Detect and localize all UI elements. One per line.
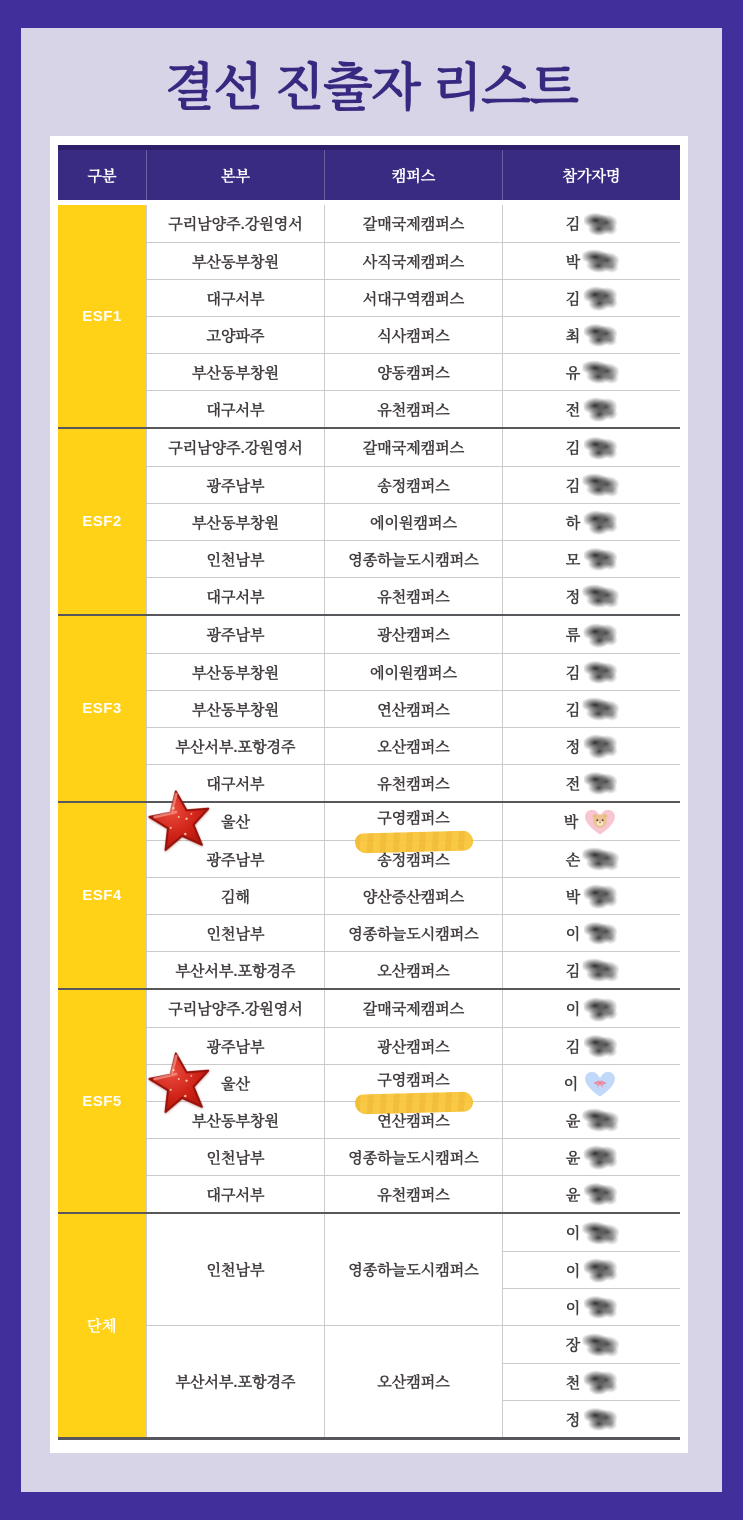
table-row (147, 353, 680, 390)
campus-cell: 유천캠퍼스 (325, 391, 503, 427)
table-row (147, 951, 680, 988)
campus-cell: 유천캠퍼스 (325, 765, 503, 801)
merged-subgroup (147, 1214, 680, 1325)
hq-cell: 구리남양주.강원영서 (147, 205, 325, 242)
hq-cell: 광주남부 (147, 841, 325, 877)
campus-cell: 광산캠퍼스 (325, 1028, 503, 1064)
table-row (147, 690, 680, 727)
table-header-row (58, 145, 680, 200)
name-cell (503, 317, 680, 353)
campus-cell: 갈매국제캠퍼스 (325, 205, 503, 242)
redaction-scribble (581, 957, 620, 984)
campus-cell: 오산캠퍼스 (325, 952, 503, 988)
participant-name-initial: 김 (565, 1038, 581, 1056)
name-cell (503, 429, 680, 466)
hq-cell: 인천남부 (147, 915, 325, 951)
star-sticker-icon (142, 1045, 219, 1122)
name-cell (503, 1251, 680, 1288)
redaction-scribble (581, 1331, 620, 1358)
hq-cell: 부산동부창원 (147, 354, 325, 390)
redaction-scribble (583, 620, 619, 649)
name-list (503, 1214, 680, 1325)
name-cell (503, 1139, 680, 1175)
name-cell (503, 578, 680, 614)
hq-cell: 부산동부창원 (147, 504, 325, 540)
table-row (147, 577, 680, 614)
hq-cell: 부산서부.포항경주 (147, 1326, 325, 1437)
name-cell (503, 280, 680, 316)
group-label: ESF3 (58, 616, 147, 801)
campus-cell: 에이원캠퍼스 (325, 654, 503, 690)
hq-cell: 울산 (147, 1065, 325, 1101)
hq-cell: 대구서부 (147, 1176, 325, 1212)
name-cell (503, 878, 680, 914)
participant-name-initial: 윤 (565, 1186, 581, 1204)
campus-cell: 유천캠퍼스 (325, 1176, 503, 1212)
group-rows (147, 803, 680, 988)
heart-sticker-bear-icon (581, 806, 619, 837)
participant-name-initial: 이 (565, 1262, 581, 1280)
redaction-scribble (584, 1407, 617, 1431)
column-header-1: 본부 (147, 150, 325, 200)
table-row (147, 990, 680, 1027)
campus-cell: 연산캠퍼스 (325, 691, 503, 727)
campus-cell: 광산캠퍼스 (325, 616, 503, 653)
table-row (147, 540, 680, 577)
group-rows (147, 205, 680, 427)
column-header-3: 참가자명 (562, 167, 621, 185)
name-cell (503, 541, 680, 577)
participant-name-initial: 이 (565, 1299, 581, 1317)
name-cell (503, 1176, 680, 1212)
table-row (147, 205, 680, 242)
participant-name-initial: 박 (565, 888, 581, 906)
name-cell (503, 1400, 680, 1437)
redaction-scribble (584, 436, 617, 460)
participant-name-initial: 김 (565, 216, 581, 233)
campus-cell: 갈매국제캠퍼스 (325, 990, 503, 1027)
participant-name-initial: 이 (563, 1075, 579, 1093)
highlight-scribble-icon (354, 1091, 472, 1114)
name-cell (503, 728, 680, 764)
name-cell (503, 765, 680, 801)
redaction-scribble (584, 547, 617, 571)
name-cell (503, 243, 680, 279)
table-row (147, 1027, 680, 1064)
group-rows (147, 990, 680, 1212)
participant-name-initial: 박 (565, 253, 581, 271)
campus-cell: 송정캠퍼스 (325, 841, 503, 877)
column-header-2: 캠퍼스 (325, 150, 503, 200)
group-단체 (58, 1212, 680, 1437)
group-ESF3 (58, 614, 680, 801)
finalists-table (50, 136, 688, 1453)
participant-name-initial: 김 (565, 664, 581, 682)
participant-name-initial: 천 (565, 1374, 581, 1392)
participant-name-initial: 이 (565, 1001, 581, 1018)
campus-cell: 영종하늘도시캠퍼스 (325, 915, 503, 951)
hq-cell: 부산동부창원 (147, 654, 325, 690)
redaction-scribble (584, 1182, 617, 1206)
participant-name-initial: 모 (565, 551, 581, 569)
table-row (147, 1064, 680, 1101)
redaction-scribble (583, 394, 619, 423)
participant-name-initial: 윤 (565, 1112, 581, 1130)
redaction-scribble (583, 731, 619, 760)
campus-cell: 오산캠퍼스 (325, 1326, 503, 1437)
redaction-scribble (584, 1034, 617, 1058)
heart-sticker-bow-icon (581, 1068, 619, 1099)
campus-cell: 영종하늘도시캠퍼스 (325, 1139, 503, 1175)
redaction-scribble (583, 283, 619, 312)
participant-name-initial: 김 (565, 962, 581, 980)
name-cell (503, 654, 680, 690)
group-ESF4 (58, 801, 680, 988)
name-cell (503, 952, 680, 988)
participant-name-initial: 하 (565, 514, 581, 532)
hq-cell: 구리남양주.강원영서 (147, 990, 325, 1027)
participant-name-initial: 최 (565, 327, 581, 345)
participant-name-initial: 박 (563, 814, 579, 831)
redaction-scribble (581, 472, 620, 499)
campus-cell: 양동캠퍼스 (325, 354, 503, 390)
group-label: ESF1 (58, 205, 147, 427)
redaction-scribble (583, 881, 619, 910)
participant-name-initial: 류 (565, 627, 581, 644)
hq-cell: 인천남부 (147, 541, 325, 577)
name-cell (503, 915, 680, 951)
participant-name-initial: 정 (565, 1411, 581, 1429)
hq-cell: 구리남양주.강원영서 (147, 429, 325, 466)
campus-cell: 식사캠퍼스 (325, 317, 503, 353)
star-sticker-icon (142, 783, 219, 860)
name-cell (503, 1065, 680, 1101)
campus-cell: 연산캠퍼스 (325, 1102, 503, 1138)
hq-cell: 김해 (147, 878, 325, 914)
table-row (147, 764, 680, 801)
hq-cell: 대구서부 (147, 765, 325, 801)
table-body (58, 205, 680, 1440)
redaction-scribble (583, 1255, 619, 1284)
participant-name-initial: 김 (565, 290, 581, 308)
hq-cell: 인천남부 (147, 1214, 325, 1325)
name-cell (503, 1363, 680, 1400)
group-rows (147, 1214, 680, 1437)
redaction-scribble (583, 1367, 619, 1396)
participant-name-initial: 정 (565, 738, 581, 756)
page-title: 결선 진출자 리스트 (165, 59, 578, 116)
hq-cell: 인천남부 (147, 1139, 325, 1175)
name-cell (503, 1288, 680, 1325)
hq-cell: 대구서부 (147, 578, 325, 614)
redaction-scribble (584, 323, 617, 347)
name-cell (503, 990, 680, 1027)
name-cell (503, 616, 680, 653)
campus-cell: 오산캠퍼스 (325, 728, 503, 764)
name-cell (503, 391, 680, 427)
participant-name-initial: 김 (565, 440, 581, 457)
group-ESF1 (58, 205, 680, 427)
group-ESF2 (58, 427, 680, 614)
table-row (147, 390, 680, 427)
hq-cell: 부산서부.포항경주 (147, 728, 325, 764)
name-cell (503, 1028, 680, 1064)
campus-cell: 유천캠퍼스 (325, 578, 503, 614)
participant-name-initial: 전 (565, 401, 581, 419)
participant-name-initial: 정 (565, 588, 581, 606)
name-cell (503, 504, 680, 540)
redaction-scribble (584, 660, 617, 684)
redaction-scribble (583, 507, 619, 536)
name-cell (503, 841, 680, 877)
hq-cell: 울산 (147, 803, 325, 840)
participant-name-initial: 전 (565, 775, 581, 793)
highlight-scribble-icon (354, 830, 472, 853)
name-cell (503, 354, 680, 390)
table-row (147, 653, 680, 690)
redaction-scribble (583, 1142, 619, 1171)
participant-name-initial: 김 (565, 701, 581, 719)
redaction-scribble (584, 1295, 617, 1319)
group-label: ESF5 (58, 990, 147, 1212)
group-label: ESF4 (58, 803, 147, 988)
participant-name-initial: 손 (565, 851, 581, 869)
name-cell (503, 205, 680, 242)
campus-cell: 구영캠퍼스 (325, 1065, 503, 1101)
hq-cell: 고양파주 (147, 317, 325, 353)
campus-cell: 에이원캠퍼스 (325, 504, 503, 540)
participant-name-initial: 유 (565, 364, 581, 382)
column-header-0: 구분 (58, 150, 147, 200)
table-row (147, 1138, 680, 1175)
redaction-scribble (581, 696, 620, 723)
participant-name-initial: 김 (565, 477, 581, 495)
table-row (147, 803, 680, 840)
participant-name-initial: 이 (565, 925, 581, 943)
name-cell (503, 1326, 680, 1363)
table-row (147, 616, 680, 653)
hq-cell: 광주남부 (147, 467, 325, 503)
name-cell (503, 691, 680, 727)
participant-name-initial: 윤 (565, 1149, 581, 1167)
campus-cell: 송정캠퍼스 (325, 467, 503, 503)
name-cell (503, 1102, 680, 1138)
campus-cell: 영종하늘도시캠퍼스 (325, 541, 503, 577)
redaction-scribble (584, 212, 617, 236)
table-row (147, 914, 680, 951)
group-rows (147, 429, 680, 614)
name-cell (503, 467, 680, 503)
hq-cell: 대구서부 (147, 391, 325, 427)
redaction-scribble (581, 359, 620, 386)
campus-cell: 서대구역캠퍼스 (325, 280, 503, 316)
table-row (147, 1175, 680, 1212)
redaction-scribble (581, 1107, 620, 1134)
hq-cell: 부산서부.포항경주 (147, 952, 325, 988)
name-list (503, 1326, 680, 1437)
table-row (147, 877, 680, 914)
name-cell (503, 803, 680, 840)
group-ESF5 (58, 988, 680, 1212)
campus-cell: 영종하늘도시캠퍼스 (325, 1214, 503, 1325)
campus-cell: 양산증산캠퍼스 (325, 878, 503, 914)
hq-cell: 광주남부 (147, 616, 325, 653)
group-label: ESF2 (58, 429, 147, 614)
redaction-scribble (581, 583, 620, 610)
merged-subgroup (147, 1325, 680, 1437)
table-row (147, 429, 680, 466)
redaction-scribble (584, 921, 617, 945)
redaction-scribble (581, 248, 620, 275)
group-label: 단체 (58, 1214, 147, 1437)
participant-name-initial: 이 (565, 1225, 581, 1242)
hq-cell: 대구서부 (147, 280, 325, 316)
group-rows (147, 616, 680, 801)
redaction-scribble (581, 1219, 620, 1246)
table-row (147, 503, 680, 540)
table-row (147, 316, 680, 353)
hq-cell: 부산동부창원 (147, 243, 325, 279)
campus-cell: 구영캠퍼스 (325, 803, 503, 840)
hq-cell: 광주남부 (147, 1028, 325, 1064)
table-row (147, 727, 680, 764)
participant-name-initial: 장 (565, 1337, 581, 1354)
redaction-scribble (581, 846, 620, 873)
table-row (147, 466, 680, 503)
campus-cell: 갈매국제캠퍼스 (325, 429, 503, 466)
name-cell (503, 1214, 680, 1251)
campus-cell: 사직국제캠퍼스 (325, 243, 503, 279)
table-row (147, 279, 680, 316)
table-row (147, 242, 680, 279)
redaction-scribble (584, 771, 617, 795)
redaction-scribble (583, 994, 619, 1023)
hq-cell: 부산동부창원 (147, 1102, 325, 1138)
hq-cell: 부산동부창원 (147, 691, 325, 727)
